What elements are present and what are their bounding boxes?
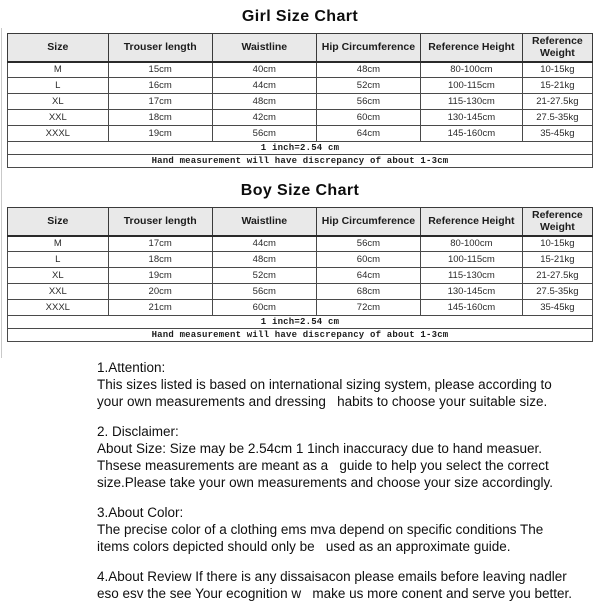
table-cell: 27.5-35kg [522, 110, 592, 126]
table-cell: 100-115cm [420, 252, 522, 268]
table-cell: 18cm [108, 110, 212, 126]
table-row [8, 78, 593, 94]
table-cell: 145-160cm [420, 126, 522, 142]
table-cell: XXXL [8, 300, 109, 316]
boy-chart-title: Boy Size Chart [240, 182, 360, 199]
note-line: size.Please take your own measurements and choose your size accordingly. [97, 475, 553, 490]
table-cell: XXL [8, 284, 109, 300]
table-row [8, 268, 593, 284]
table-cell: 40cm [212, 62, 316, 78]
table-cell: 60cm [316, 110, 420, 126]
table-cell: 52cm [212, 268, 316, 284]
table-cell: 56cm [212, 284, 316, 300]
table-row [8, 126, 593, 142]
table-cell: L [8, 252, 109, 268]
table-cell: 72cm [316, 300, 420, 316]
table-cell: 16cm [108, 78, 212, 94]
column-header: Waistline [212, 208, 316, 236]
table-row [8, 94, 593, 110]
table-cell: 10-15kg [522, 236, 592, 252]
table-cell: XXXL [8, 126, 109, 142]
table-cell: 21cm [108, 300, 212, 316]
column-header: Trouser length [108, 34, 212, 62]
note-heading: 3.About Color: [97, 505, 184, 520]
table-cell: 56cm [212, 126, 316, 142]
table-cell: 60cm [316, 252, 420, 268]
table-cell: 42cm [212, 110, 316, 126]
boy-table-header-row [8, 208, 593, 236]
table-note-row [8, 329, 593, 342]
table-cell: 64cm [316, 268, 420, 284]
table-cell: 115-130cm [420, 94, 522, 110]
table-cell: 15-21kg [522, 78, 592, 94]
girl-size-table [7, 33, 593, 168]
column-header: Reference Height [420, 34, 522, 62]
column-header: Reference Height [420, 208, 522, 236]
table-cell: 64cm [316, 126, 420, 142]
note-heading: 2. Disclaimer: [97, 424, 179, 439]
table-note-row [8, 316, 593, 329]
column-header: Size [8, 34, 109, 62]
table-cell: 21-27.5kg [522, 94, 592, 110]
table-row [8, 236, 593, 252]
girl-table-header-row [8, 34, 593, 62]
column-header: Reference Weight [522, 208, 592, 236]
table-cell: 27.5-35kg [522, 284, 592, 300]
note-line: About Size: Size may be 2.54cm 1 1inch inaccuracy due to hand measuer. [97, 441, 543, 456]
table-cell: 60cm [212, 300, 316, 316]
column-header: Reference Weight [522, 34, 592, 62]
table-cell: 100-115cm [420, 78, 522, 94]
note-heading: 1.Attention: [97, 360, 166, 375]
table-cell: XXL [8, 110, 109, 126]
table-cell: 15-21kg [522, 252, 592, 268]
notes-block [97, 359, 600, 602]
table-cell: 35-45kg [522, 300, 592, 316]
table-cell: 19cm [108, 126, 212, 142]
note-section [97, 568, 600, 602]
note-line: your own measurements and dressing habits to choose your suitable size. [97, 394, 548, 409]
table-cell: 44cm [212, 78, 316, 94]
table-cell: M [8, 236, 109, 252]
table-cell: 21-27.5kg [522, 268, 592, 284]
note-line: 4.About Review If there is any dissaisacon please emails before leaving nadler [97, 569, 567, 584]
table-cell: 52cm [316, 78, 420, 94]
note-line: Thsese measurements are meant as a guide to help you select the correct [97, 458, 549, 473]
note-section [97, 423, 600, 491]
table-cell: 35-45kg [522, 126, 592, 142]
table-note-row [8, 155, 593, 168]
column-header: Hip Circumference [316, 34, 420, 62]
note-section [97, 359, 600, 410]
table-row [8, 110, 593, 126]
table-cell: 17cm [108, 236, 212, 252]
column-header: Size [8, 208, 109, 236]
table-cell: 48cm [212, 252, 316, 268]
table-note-row [8, 142, 593, 155]
note-line: This sizes listed is based on international sizing system, please according to [97, 377, 552, 392]
table-cell: 80-100cm [420, 236, 522, 252]
hand-measurement-note: Hand measurement will have discrepancy of about 1-3cm [8, 155, 593, 168]
table-cell: 80-100cm [420, 62, 522, 78]
table-cell: 48cm [316, 62, 420, 78]
table-cell: 15cm [108, 62, 212, 78]
table-cell: L [8, 78, 109, 94]
boy-size-chart-section [0, 182, 600, 342]
table-cell: 10-15kg [522, 62, 592, 78]
inch-conversion-note: 1 inch=2.54 cm [8, 142, 593, 155]
table-cell: 145-160cm [420, 300, 522, 316]
table-cell: 130-145cm [420, 110, 522, 126]
table-cell: XL [8, 268, 109, 284]
table-row [8, 62, 593, 78]
table-cell: 56cm [316, 94, 420, 110]
girl-chart-title: Girl Size Chart [241, 8, 359, 25]
inch-conversion-note: 1 inch=2.54 cm [8, 316, 593, 329]
table-cell: 68cm [316, 284, 420, 300]
table-row [8, 252, 593, 268]
column-header: Waistline [212, 34, 316, 62]
table-cell: 44cm [212, 236, 316, 252]
table-cell: 115-130cm [420, 268, 522, 284]
table-row [8, 284, 593, 300]
column-header: Trouser length [108, 208, 212, 236]
note-line: eso esv the see Your ecognition w make us more conent and serve you better. [97, 586, 573, 601]
table-cell: 18cm [108, 252, 212, 268]
table-cell: 20cm [108, 284, 212, 300]
table-row [8, 300, 593, 316]
hand-measurement-note: Hand measurement will have discrepancy of about 1-3cm [8, 329, 593, 342]
table-cell: 48cm [212, 94, 316, 110]
note-section [97, 504, 600, 555]
note-line: The precise color of a clothing ems mva depend on specific conditions The [97, 522, 544, 537]
table-cell: 130-145cm [420, 284, 522, 300]
boy-size-table [7, 207, 593, 342]
table-cell: M [8, 62, 109, 78]
table-cell: 17cm [108, 94, 212, 110]
table-cell: XL [8, 94, 109, 110]
table-cell: 56cm [316, 236, 420, 252]
girl-size-chart-section [0, 8, 600, 168]
note-line: items colors depicted should only be used as an approximate guide. [97, 539, 511, 554]
column-header: Hip Circumference [316, 208, 420, 236]
table-cell: 19cm [108, 268, 212, 284]
